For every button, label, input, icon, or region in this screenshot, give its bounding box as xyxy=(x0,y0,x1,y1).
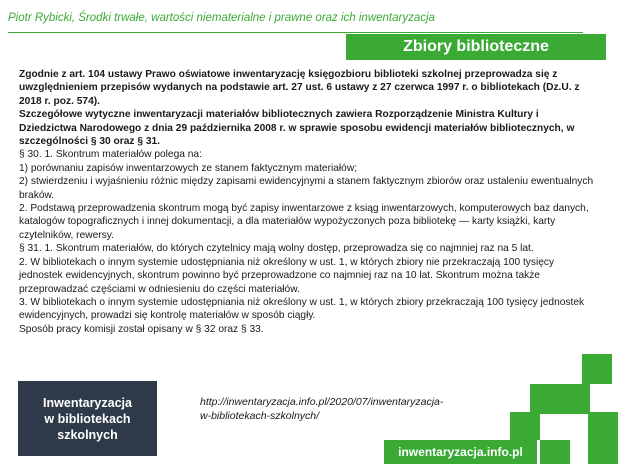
intro-paragraph-2: Szczegółowe wytyczne inwentaryzacji materiałów bibliotecznych zawiera Rozporządzenie Ministra Kultury i Dziedzictwa Narodowego z dnia 29 października 2008 r. w sprawie sposobu ewidencji materiałów bibliotecznych, w szczególności § 30 oraz § 31. xyxy=(19,109,575,148)
logo-line-3: szkolnych xyxy=(57,427,118,442)
logo-line-2: w bibliotekach xyxy=(44,411,131,426)
paragraph-5: § 31. 1. Skontrum materiałów, do których czytelnicy mają wolny dostęp, przeprowadza się co najmniej raz na 5 lat. xyxy=(19,243,534,255)
intro-paragraph-1: Zgodnie z art. 104 ustawy Prawo oświatowe inwentaryzację księgozbioru biblioteki szkolnej przeprowadza się z uwzględnieniem przepisów wydanych na podstawie art. 27 ust. 6 ustawy z 27 czerwca 1997 r. o bibliotekach (Dz.U. z 2018 r. poz. 574). xyxy=(19,69,580,107)
page-title: Zbiory biblioteczne xyxy=(346,34,606,60)
source-link-line-1: http://inwentaryzacja.info.pl/2020/07/inwentaryzacja- xyxy=(200,396,444,408)
decor-square xyxy=(540,440,570,464)
decor-square xyxy=(530,384,560,414)
decor-square xyxy=(510,412,540,440)
header-text: Piotr Rybicki, Środki trwałe, wartości niematerialne i prawne oraz ich inwentaryzacja xyxy=(8,12,435,24)
source-link-line-2: w-bibliotekach-szkolnych/ xyxy=(200,410,320,422)
logo-line-1: Inwentaryzacja xyxy=(43,395,132,410)
decor-square xyxy=(588,412,618,440)
paragraph-6: 2. W bibliotekach o innym systemie udostępniania niż określony w ust. 1, w których zbiory nie przekraczają 100 tysięcy jednostek ewidencyjnych, skontrum powinno być przeprowadzone co najmniej raz na 10 lat. Skontrum można także przeprowadzać częściami w odniesieniu do części materiałów. xyxy=(19,256,555,295)
logo-badge xyxy=(18,381,157,456)
paragraph-4: 2. Podstawą przeprowadzenia skontrum mogą być zapisy inwentarzowe z ksiąg inwentarzowych, komputerowych baz danych, katalogów topograficznych i innej dokumentacji, a dla materiałów wypożyczonych poza bibliotekę — karty książki, karty czytelników, rewersy. xyxy=(19,203,589,241)
paragraph-3: 2) stwierdzeniu i wyjaśnieniu różnic między zapisami ewidencyjnymi a stanem faktycznym zbiorów oraz ustaleniu ewentualnych braków. xyxy=(19,176,594,201)
paragraph-7: 3. W bibliotekach o innym systemie udostępniania niż określony w ust. 1, w których zbiory przekraczają 100 tysięcy jednostek ewidencyjnych, prowadzi się kontrolę materiałów w sposób ciągły. xyxy=(19,296,585,322)
decor-square xyxy=(588,440,618,464)
decor-square xyxy=(560,384,590,414)
source-link[interactable] xyxy=(200,395,443,423)
paragraph-2: 1) porównaniu zapisów inwentarzowych ze stanem faktycznym materiałów; xyxy=(19,162,358,174)
decor-square xyxy=(582,354,612,384)
paragraph-1: § 30. 1. Skontrum materiałów polega na: xyxy=(19,149,202,161)
paragraph-8: Sposób pracy komisji został opisany w § 32 oraz § 33. xyxy=(19,323,264,335)
site-name-bar: inwentaryzacja.info.pl xyxy=(384,440,537,464)
document-body xyxy=(19,68,599,336)
